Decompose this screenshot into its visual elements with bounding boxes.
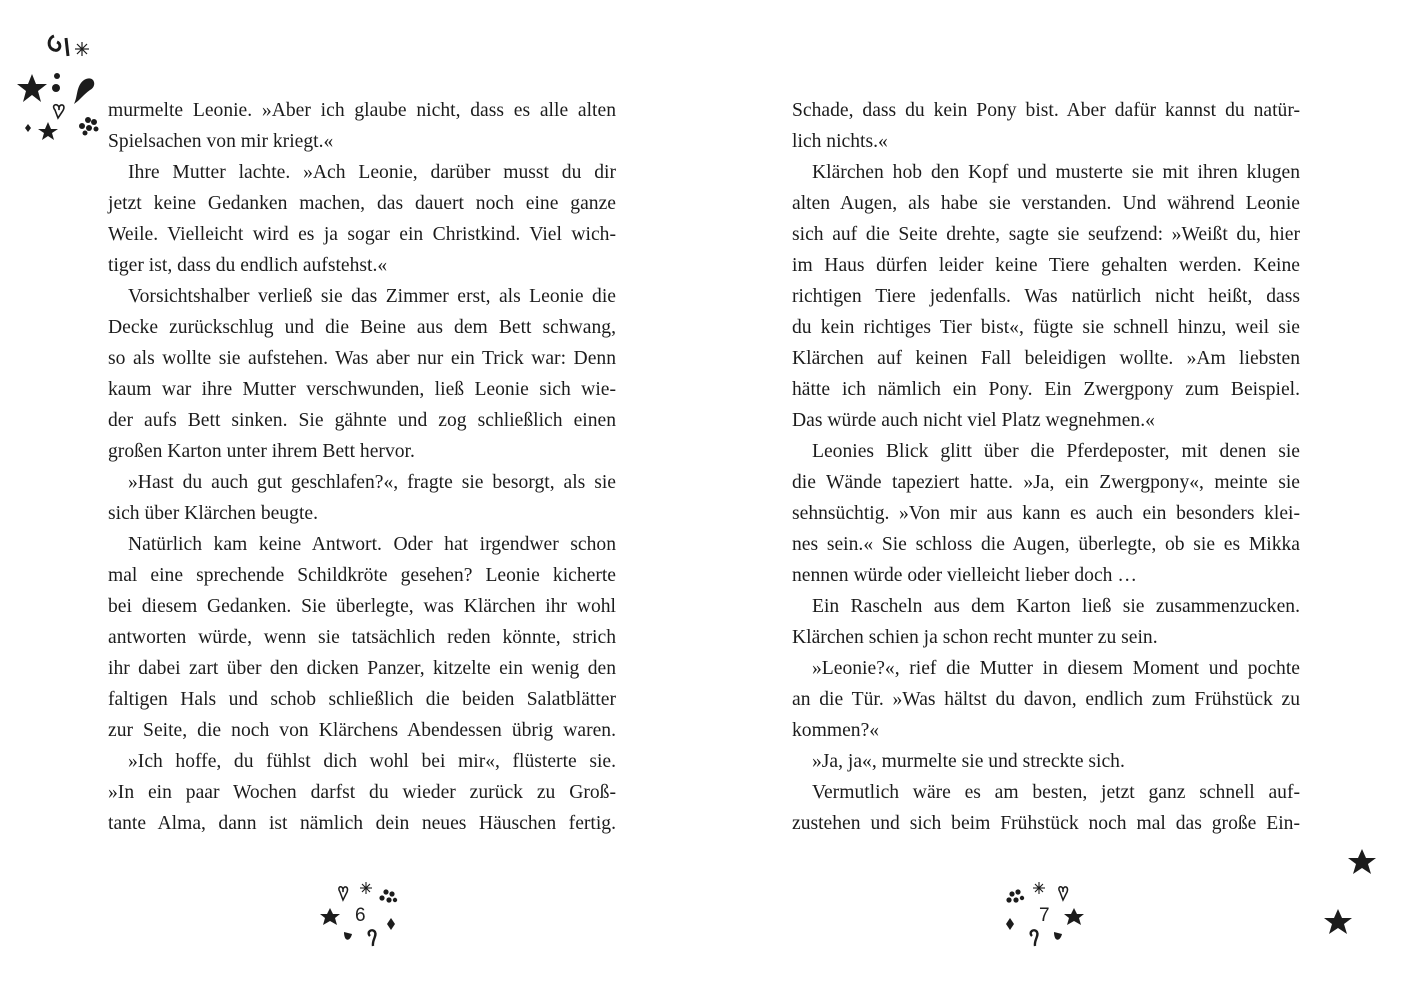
text-line: an die Tür. »Was hältst du davon, endlich zum Frühstück zu xyxy=(792,689,1300,710)
text-line: »Hast du auch gut geschlafen?«, fragte sie besorgt, als sie xyxy=(128,472,616,493)
text-line: hätte ich nämlich ein Pony. Ein Zwergpony zum Beispiel. xyxy=(792,379,1300,400)
text-line: bei diesem Gedanken. Sie überlegte, was Klärchen ihr wohl xyxy=(108,596,616,617)
text-line: »Ja, ja«, murmelte sie und streckte sich. xyxy=(812,751,1125,772)
text-line: tante Alma, dann ist nämlich dein neues Häuschen fertig. xyxy=(108,813,616,834)
text-line: Das würde auch nicht viel Platz wegnehmen.« xyxy=(792,410,1155,431)
text-line: sich über Klärchen beugte. xyxy=(108,503,319,524)
text-line: so als wollte sie aufstehen. Was aber nur ein Trick war: Denn xyxy=(108,348,616,369)
text-line: du kein richtiges Tier bist«, fügte sie schnell hinzu, weil sie xyxy=(792,317,1300,338)
text-line: ihr dabei zart über den dicken Panzer, kitzelte ein wenig den xyxy=(108,658,616,679)
text-line: kommen?« xyxy=(792,720,880,741)
left-page xyxy=(108,95,616,839)
text-line: Spielsachen von mir kriegt.« xyxy=(108,131,334,152)
text-line: antworten würde, wenn sie tatsächlich reden könnte, strich xyxy=(108,627,616,648)
text-line: im Haus dürfen leider keine Tiere gehalten werden. Keine xyxy=(792,255,1300,276)
text-line: murmelte Leonie. »Aber ich glaube nicht, dass es alle alten xyxy=(108,100,616,121)
text-line: nes sein.« Sie schloss die Augen, überlegte, ob sie es Mikka xyxy=(792,534,1300,555)
text-line: faltigen Hals und schob schließlich die beiden Salatblätter xyxy=(108,689,616,710)
text-line: der aufs Bett sinken. Sie gähnte und zog schließlich einen xyxy=(108,410,616,431)
text-line: Weile. Vielleicht wird es ja sogar ein Christkind. Viel wich- xyxy=(108,224,616,245)
text-line: Schade, dass du kein Pony bist. Aber dafür kannst du natür- xyxy=(792,100,1300,121)
text-line: sehnsüchtig. »Von mir aus kann es auch ein besonders klei- xyxy=(792,503,1300,524)
stars-icon xyxy=(1318,845,1388,940)
right-page xyxy=(792,95,1300,839)
text-line: Ein Rascheln aus dem Karton ließ sie zusammenzucken. xyxy=(812,596,1300,617)
text-line: Leonies Blick glitt über die Pferdeposter, mit denen sie xyxy=(812,441,1300,462)
text-line: zur Seite, die noch von Klärchens Abendessen übrig waren. xyxy=(108,720,616,741)
text-line: Natürlich kam keine Antwort. Oder hat irgendwer schon xyxy=(128,534,616,555)
text-line: großen Karton unter ihrem Bett hervor. xyxy=(108,441,415,462)
text-line: »Ich hoffe, du fühlst dich wohl bei mir«, flüsterte sie. xyxy=(128,751,616,772)
text-line: mal eine sprechende Schildkröte gesehen? Leonie kicherte xyxy=(108,565,616,586)
text-line: Klärchen schien ja schon recht munter zu sein. xyxy=(792,627,1158,648)
text-line: kaum war ihre Mutter verschwunden, ließ Leonie sich wie- xyxy=(108,379,616,400)
text-line: Klärchen hob den Kopf und musterte sie mit ihren klugen xyxy=(812,162,1300,183)
stars-hearts-swirls-icon xyxy=(1002,878,1092,950)
text-line: richtigen Tiere jedenfalls. Was natürlich nicht heißt, dass xyxy=(792,286,1300,307)
text-line: alten Augen, als habe sie verstanden. Und während Leonie xyxy=(792,193,1300,214)
page-number-left: 6 xyxy=(355,905,366,926)
text-line: Vorsichtshalber verließ sie das Zimmer erst, als Leonie die xyxy=(128,286,616,307)
page-number-right: 7 xyxy=(1039,905,1050,926)
text-line: lich nichts.« xyxy=(792,131,888,152)
text-line: »In ein paar Wochen darfst du wieder zurück zu Groß- xyxy=(108,782,616,803)
text-line: sich auf die Seite drehte, sagte sie seufzend: »Weißt du, hier xyxy=(792,224,1300,245)
text-line: Decke zurückschlug und die Beine aus dem Bett schwang, xyxy=(108,317,616,338)
text-line: Ihre Mutter lachte. »Ach Leonie, darüber musst du dir xyxy=(128,162,616,183)
text-line: jetzt keine Gedanken machen, das dauert noch eine ganze xyxy=(108,193,616,214)
text-line: Klärchen auf keinen Fall beleidigen wollte. »Am liebsten xyxy=(792,348,1300,369)
text-line: die Wände tapeziert hatte. »Ja, ein Zwergpony«, meinte sie xyxy=(792,472,1300,493)
text-line: Vermutlich wäre es am besten, jetzt ganz schnell auf- xyxy=(812,782,1300,803)
text-line: »Leonie?«, rief die Mutter in diesem Moment und pochte xyxy=(812,658,1300,679)
text-line: tiger ist, dass du endlich aufstehst.« xyxy=(108,255,388,276)
stars-hearts-swirls-icon xyxy=(318,878,408,950)
text-line: zustehen und sich beim Frühstück noch mal das große Ein- xyxy=(792,813,1300,834)
stars-hearts-swirls-icon xyxy=(10,30,105,150)
text-line: nennen würde oder vielleicht lieber doch … xyxy=(792,565,1137,586)
